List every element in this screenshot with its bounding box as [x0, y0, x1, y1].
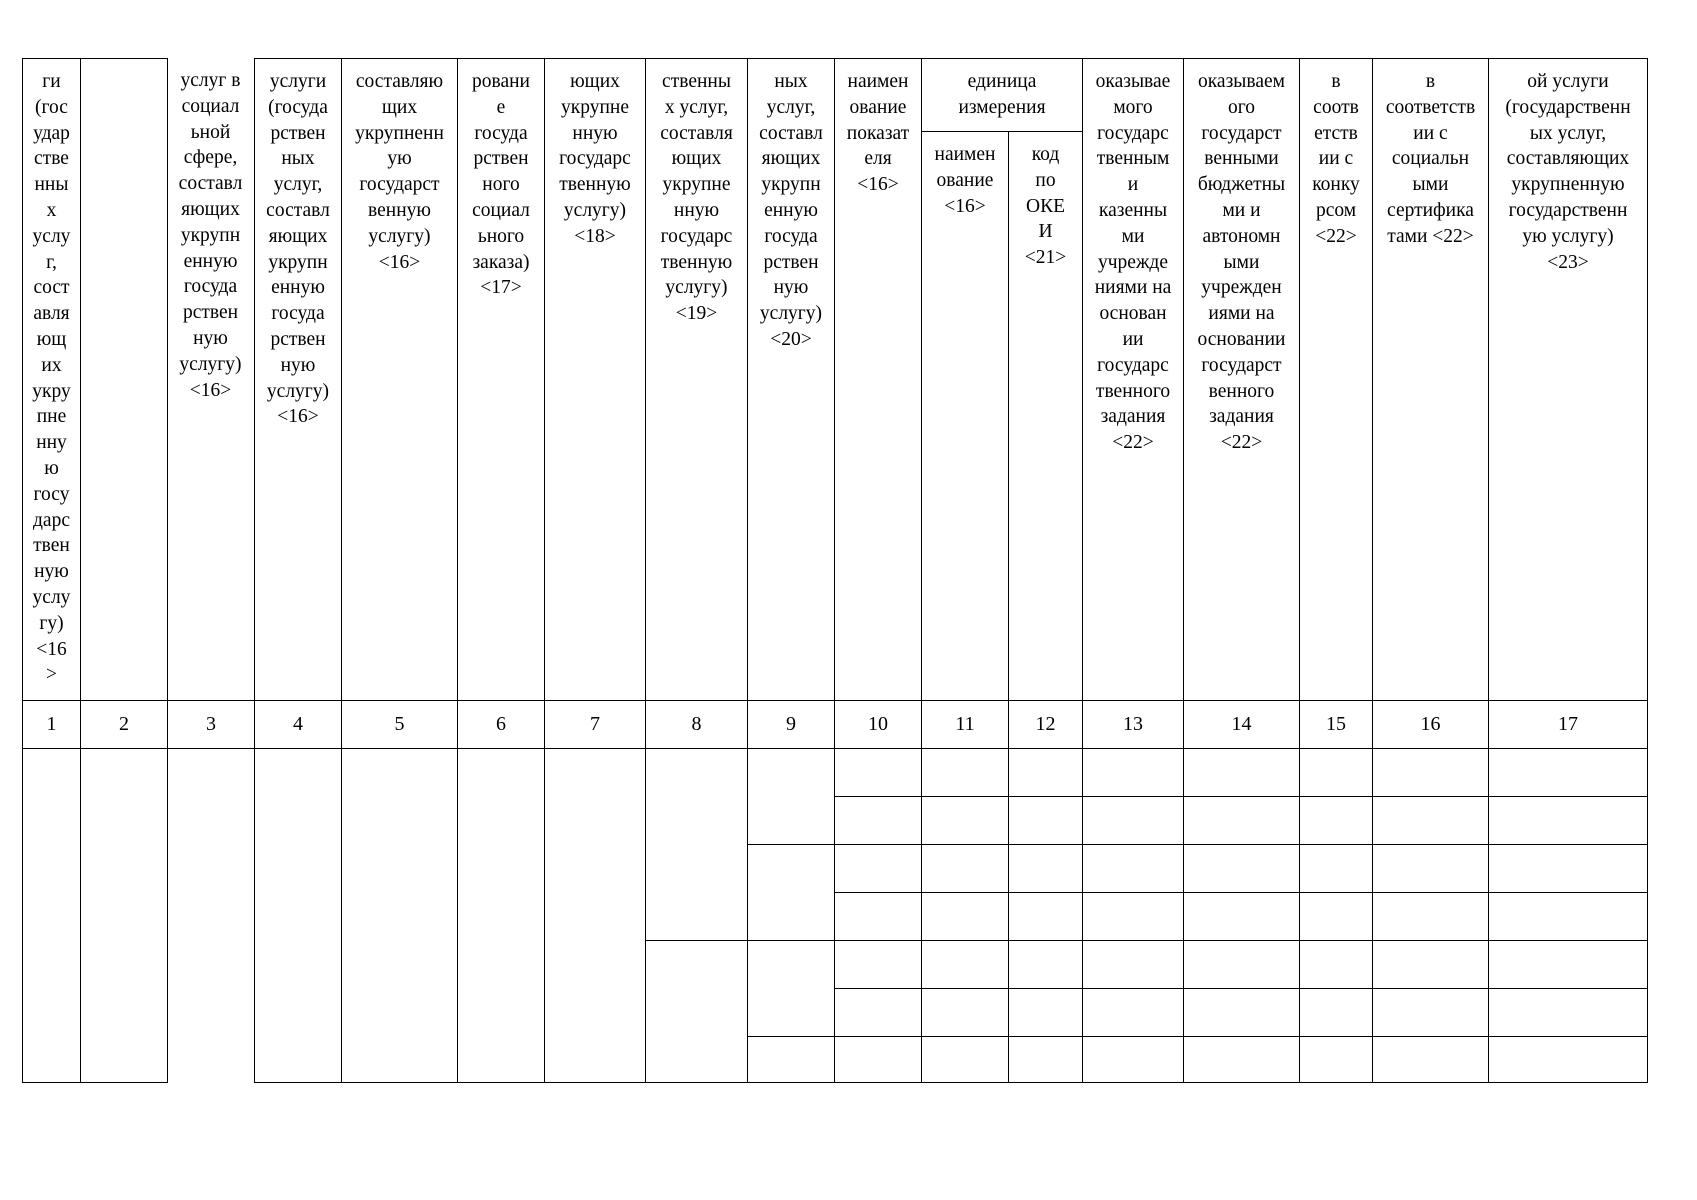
data-cell[interactable]: [1372, 940, 1489, 989]
data-cell[interactable]: [834, 796, 922, 845]
data-cell[interactable]: [1299, 940, 1373, 989]
col-9-header: ных услуг, составл яющих укрупн енную госуда рствен ную услугу) <20>: [747, 58, 835, 701]
data-cell[interactable]: [457, 748, 545, 1083]
col-8-number: 8: [645, 700, 748, 749]
data-cell[interactable]: [921, 796, 1009, 845]
data-cell[interactable]: [1008, 1036, 1083, 1083]
col-13-header: оказывае мого государс твенным и казенны ми учрежде ниями на основан ии государс твенного задания <22>: [1082, 58, 1184, 701]
data-cell[interactable]: [1183, 892, 1300, 941]
col-3-number: 3: [167, 700, 255, 749]
col-4-number: 4: [254, 700, 342, 749]
data-cell[interactable]: [1008, 748, 1083, 797]
col-14-number: 14: [1183, 700, 1300, 749]
data-cell[interactable]: [747, 940, 835, 1037]
data-cell[interactable]: [1082, 748, 1184, 797]
col-12-header: код по ОКЕ И <21>: [1008, 131, 1083, 701]
data-cell[interactable]: [921, 748, 1009, 797]
col-1-number: 1: [22, 700, 81, 749]
col-3-header: услуг в социал ьной сфере, составл яющих укрупн енную госуда рствен ную услугу) <16>: [167, 58, 255, 701]
data-cell[interactable]: [1372, 796, 1489, 845]
col-17-number: 17: [1488, 700, 1648, 749]
col-11-header: наимен ование <16>: [921, 131, 1009, 701]
data-cell[interactable]: [1008, 988, 1083, 1037]
col-7-header: ющих укрупне нную государс твенную услугу) <18>: [544, 58, 646, 701]
data-cell[interactable]: [341, 748, 458, 1083]
data-cell[interactable]: [1299, 844, 1373, 893]
data-cell[interactable]: [834, 892, 922, 941]
data-cell[interactable]: [921, 892, 1009, 941]
col-9-number: 9: [747, 700, 835, 749]
col-6-header: ровани е госуда рствен ного социал ьного заказа) <17>: [457, 58, 545, 701]
data-cell[interactable]: [1488, 1036, 1648, 1083]
data-cell[interactable]: [921, 844, 1009, 893]
col-16-header: в соответств ии с социальн ыми сертифика тами <22>: [1372, 58, 1489, 701]
data-cell[interactable]: [834, 748, 922, 797]
col-16-number: 16: [1372, 700, 1489, 749]
data-cell[interactable]: [1183, 796, 1300, 845]
col-13-number: 13: [1082, 700, 1184, 749]
data-cell[interactable]: [1488, 892, 1648, 941]
unit-group-header: единица измерения: [921, 58, 1083, 132]
data-cell[interactable]: [80, 748, 168, 1083]
col-10-header: наимен ование показат еля <16>: [834, 58, 922, 701]
data-cell[interactable]: [1082, 844, 1184, 893]
data-cell[interactable]: [1299, 748, 1373, 797]
data-cell[interactable]: [1299, 988, 1373, 1037]
data-cell[interactable]: [747, 748, 835, 845]
data-cell[interactable]: [1488, 940, 1648, 989]
data-cell[interactable]: [1183, 1036, 1300, 1083]
col-11-number: 11: [921, 700, 1009, 749]
data-cell[interactable]: [1299, 892, 1373, 941]
data-cell[interactable]: [645, 748, 748, 941]
data-cell[interactable]: [1183, 940, 1300, 989]
data-cell[interactable]: [747, 844, 835, 941]
data-cell[interactable]: [834, 1036, 922, 1083]
data-cell[interactable]: [921, 988, 1009, 1037]
data-cell[interactable]: [254, 748, 342, 1083]
data-cell[interactable]: [1183, 844, 1300, 893]
col-15-header: в соотв етств ии с конку рсом <22>: [1299, 58, 1373, 701]
data-cell[interactable]: [1372, 988, 1489, 1037]
data-cell[interactable]: [1372, 1036, 1489, 1083]
data-cell[interactable]: [645, 940, 748, 1083]
col-15-number: 15: [1299, 700, 1373, 749]
col-10-number: 10: [834, 700, 922, 749]
data-cell[interactable]: [834, 940, 922, 989]
data-cell[interactable]: [544, 748, 646, 1083]
data-cell[interactable]: [1183, 748, 1300, 797]
col-12-number: 12: [1008, 700, 1083, 749]
data-cell[interactable]: [1488, 844, 1648, 893]
data-cell[interactable]: [1082, 892, 1184, 941]
data-cell[interactable]: [747, 1036, 835, 1083]
data-cell[interactable]: [1299, 796, 1373, 845]
col-14-header: оказываем ого государст венными бюджетны ми и автономн ыми учрежден иями на основании государст венного задания <22>: [1183, 58, 1300, 701]
col-5-header: составляю щих укрупненн ую государст венную услугу) <16>: [341, 58, 458, 701]
col-8-header: ственны х услуг, составля ющих укрупне нную государс твенную услугу) <19>: [645, 58, 748, 701]
data-cell[interactable]: [921, 940, 1009, 989]
data-cell[interactable]: [22, 748, 81, 1083]
data-cell[interactable]: [1488, 796, 1648, 845]
data-cell[interactable]: [1082, 796, 1184, 845]
col-17-header: ой услуги (государственн ых услуг, составляющих укрупненную государственн ую услугу) <23>: [1488, 58, 1648, 701]
data-cell[interactable]: [1488, 988, 1648, 1037]
col-2-header: [80, 58, 168, 701]
data-cell[interactable]: [1008, 844, 1083, 893]
data-cell[interactable]: [1299, 1036, 1373, 1083]
data-cell[interactable]: [1082, 940, 1184, 989]
data-cell[interactable]: [834, 844, 922, 893]
data-cell[interactable]: [1372, 892, 1489, 941]
data-cell[interactable]: [1082, 988, 1184, 1037]
data-cell[interactable]: [921, 1036, 1009, 1083]
col-6-number: 6: [457, 700, 545, 749]
data-cell[interactable]: [834, 988, 922, 1037]
data-cell[interactable]: [1082, 1036, 1184, 1083]
col-1-header: ги (гос удар стве нны х услу г, сост авля ющ их укру пне нну ю госу дарс твен ную услу гу) <16 >: [22, 58, 81, 701]
data-cell[interactable]: [1008, 796, 1083, 845]
data-cell[interactable]: [1008, 940, 1083, 989]
data-cell[interactable]: [1008, 892, 1083, 941]
data-cell[interactable]: [1183, 988, 1300, 1037]
col-4-header: услуги (госуда рствен ных услуг, составл яющих укрупн енную госуда рствен ную услугу) <16>: [254, 58, 342, 701]
col-5-number: 5: [341, 700, 458, 749]
data-cell[interactable]: [1372, 844, 1489, 893]
col-7-number: 7: [544, 700, 646, 749]
data-cell[interactable]: [1372, 748, 1489, 797]
data-cell[interactable]: [1488, 748, 1648, 797]
col-2-number: 2: [80, 700, 168, 749]
